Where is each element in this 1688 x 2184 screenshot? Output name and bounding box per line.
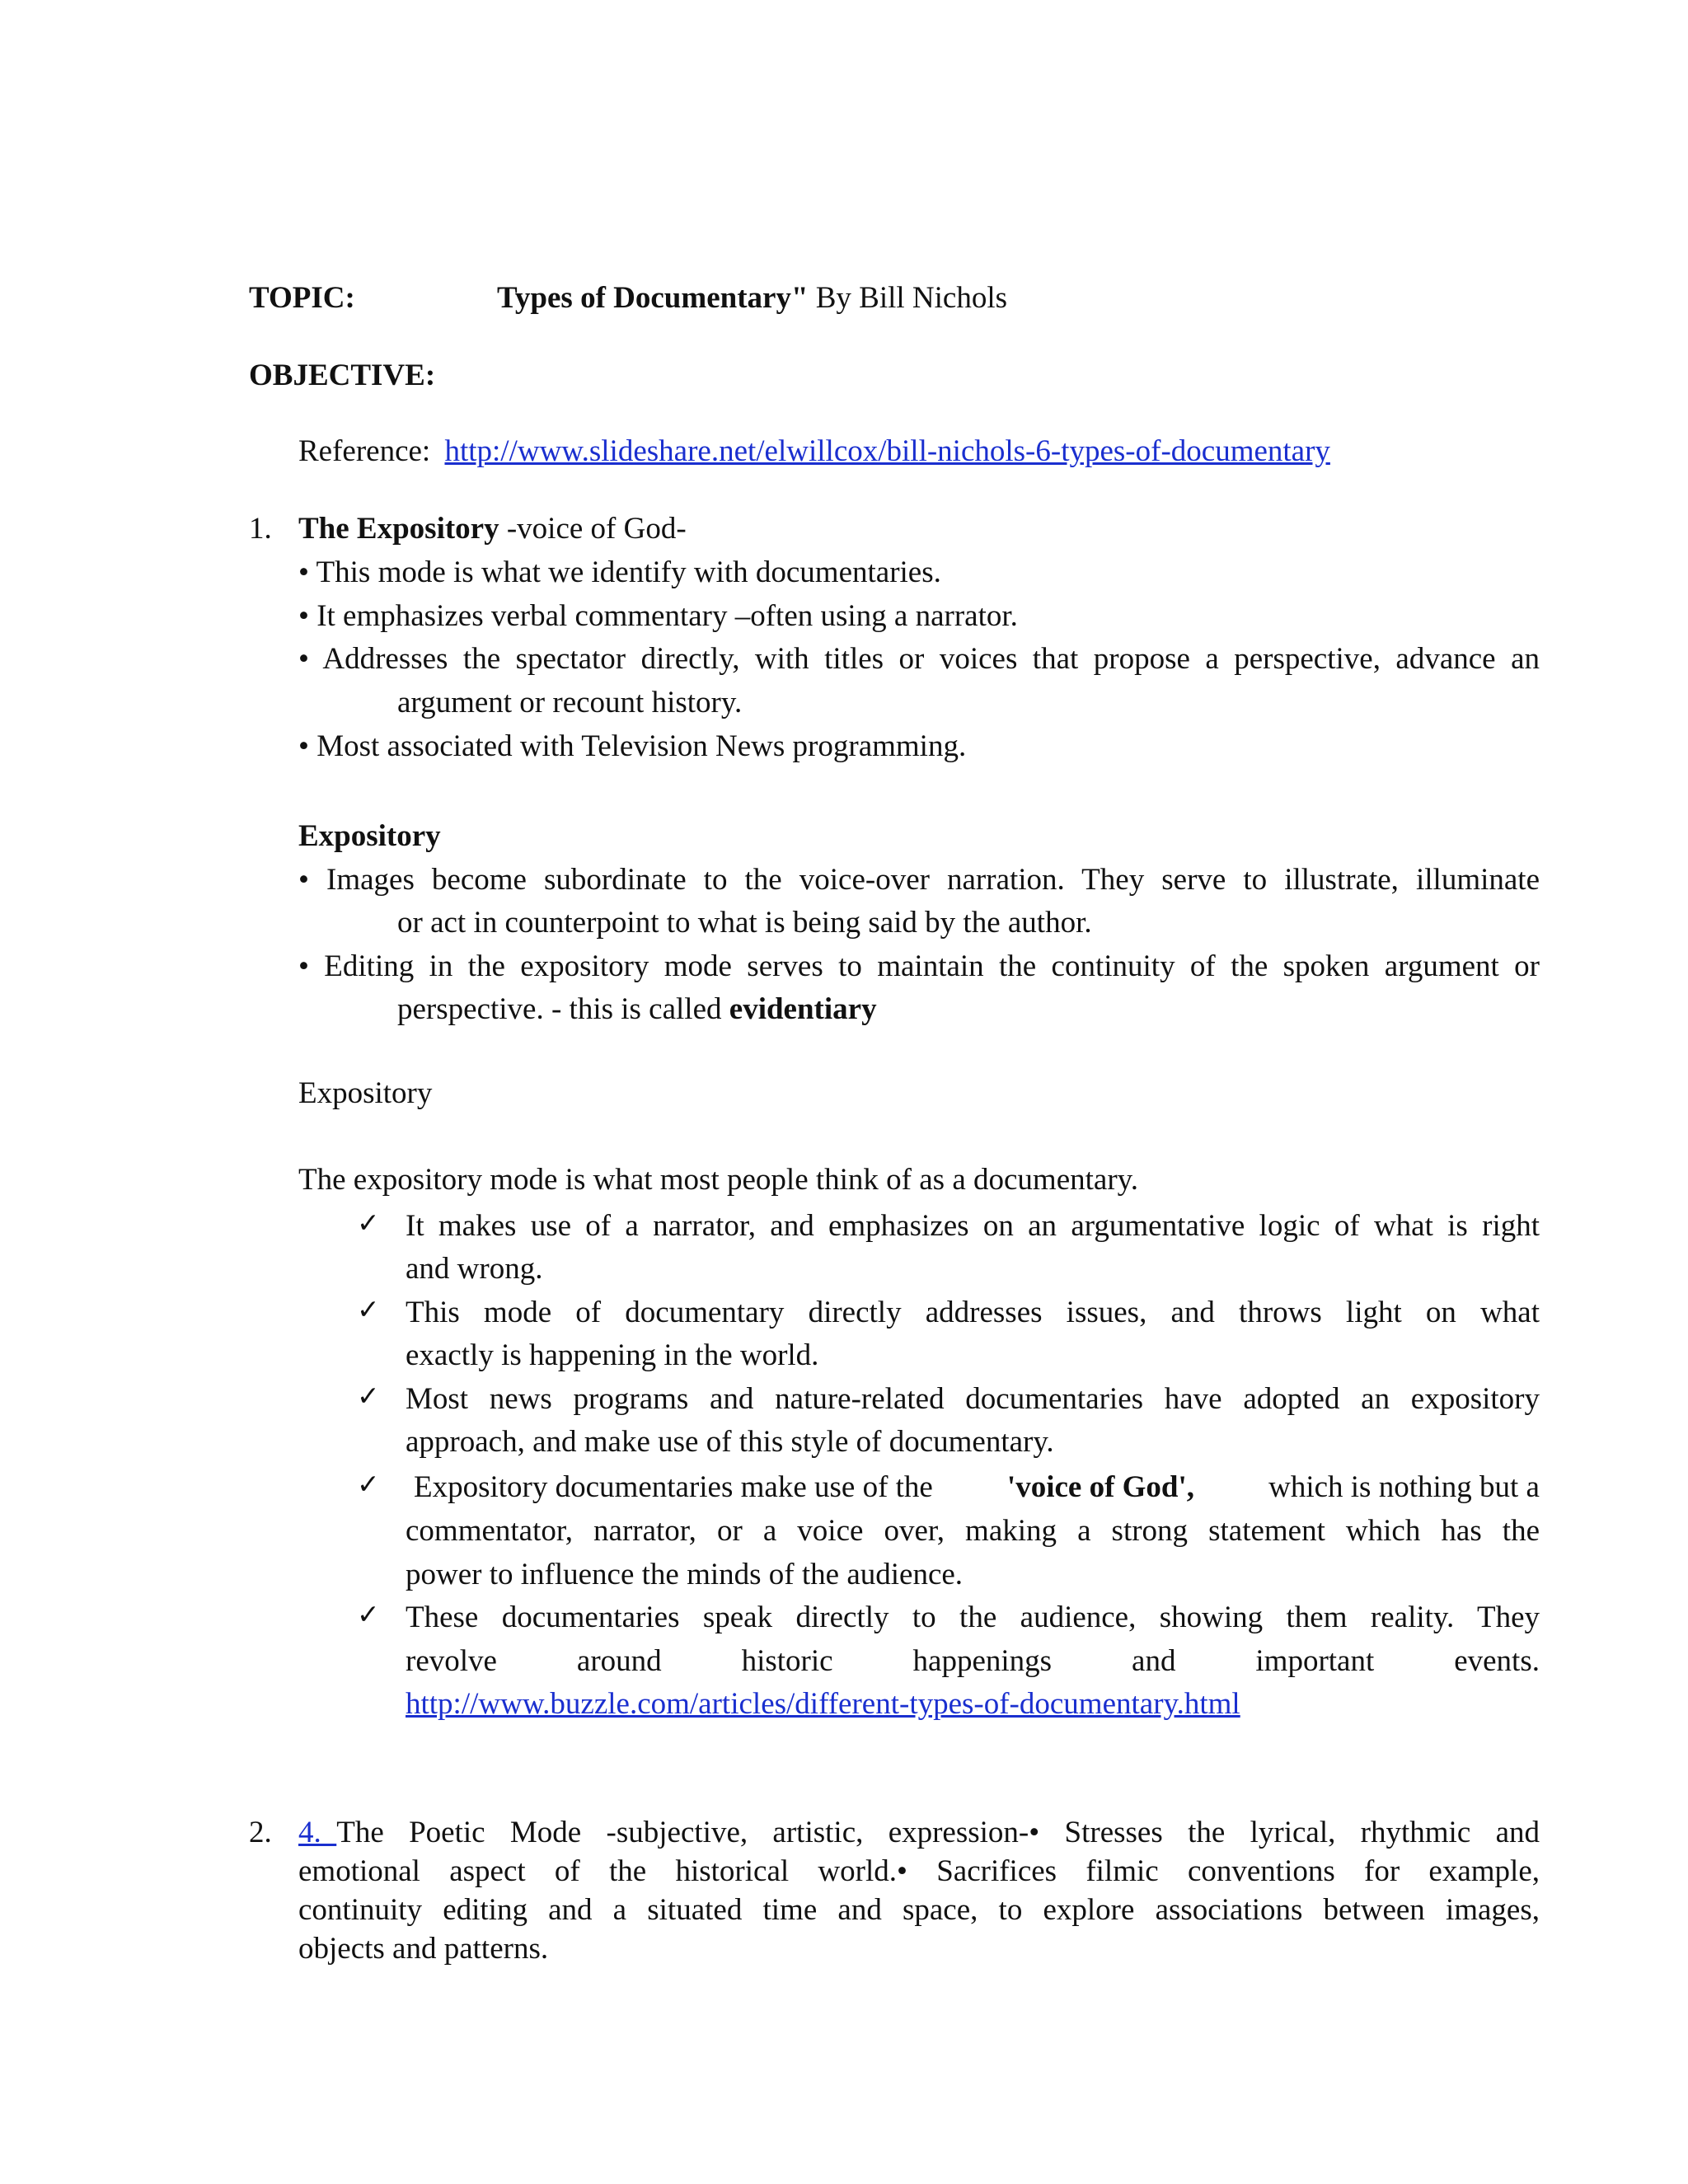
reference-label: Reference: [298, 434, 431, 468]
section2-number: 2. [249, 1816, 272, 1849]
voice-of-god-prefix: Expository documentaries make use of the [414, 1470, 933, 1504]
check-item-1-line-2: and wrong. [406, 1252, 543, 1286]
section1-subtitle: -voice of God- [506, 512, 687, 546]
section2-line-3: continuity editing and a situated time and space, to explore associations between images, [298, 1893, 1540, 1927]
expository-bullet-2-line-2 [397, 991, 877, 1028]
check-item-5-line-2: revolve around historic happenings and important events. [406, 1644, 1540, 1678]
objective-label: OBJECTIVE: [249, 359, 436, 392]
check-item-1-line-1: It makes use of a narrator, and emphasizes on an argumentative logic of what is right [406, 1209, 1540, 1243]
topic-label: TOPIC: [249, 281, 355, 315]
section2-line-1 [298, 1815, 1540, 1851]
check-item-2-line-1: This mode of documentary directly addresses issues, and throws light on what [406, 1296, 1540, 1329]
buzzle-link[interactable]: http://www.buzzle.com/articles/different-types-of-documentary.html [406, 1687, 1240, 1721]
reference-link[interactable]: http://www.slideshare.net/elwillcox/bill-nichols-6-types-of-documentary [444, 434, 1330, 468]
topic-line [497, 280, 1007, 316]
check-item-4-line-2: commentator, narrator, or a voice over, making a strong statement which has the [406, 1514, 1540, 1548]
section1-bullet-3-line-1: • Addresses the spectator directly, with titles or voices that propose a perspective, advance an [298, 642, 1540, 676]
section1-bullet-3-line-2: argument or recount history. [397, 686, 743, 719]
check-icon: ✓ [357, 1380, 380, 1412]
check-item-4-line-1 [414, 1469, 1540, 1506]
expository-bullet-1-line-1: • Images become subordinate to the voice-over narration. They serve to illustrate, illuminate [298, 863, 1540, 897]
topic-byline: By Bill Nichols [815, 281, 1008, 315]
check-item-5-line-1: These documentaries speak directly to the audience, showing them reality. They [406, 1601, 1540, 1634]
expository-bullet-1-line-2: or act in counterpoint to what is being said by the author. [397, 906, 1092, 940]
check-icon: ✓ [357, 1598, 380, 1630]
section2-line-1-text: The Poetic Mode -subjective, artistic, expression-• Stresses the lyrical, rhythmic and [336, 1816, 1540, 1849]
check-item-3-line-1: Most news programs and nature-related documentaries have adopted an expository [406, 1382, 1540, 1416]
voice-of-god-term: 'voice of God', [1006, 1470, 1195, 1504]
reference-line [298, 434, 1330, 470]
check-item-5-line-3 [406, 1686, 1240, 1722]
expository-heading-plain: Expository [298, 1076, 433, 1110]
section1-number: 1. [249, 512, 272, 546]
section1-bullet-4: • Most associated with Television News programming. [298, 729, 967, 763]
evidentiary-prefix: perspective. - this is called [397, 992, 722, 1026]
section1-bullet-1: • This mode is what we identify with documentaries. [298, 555, 941, 589]
section1-title: The Expository [298, 512, 499, 546]
check-icon: ✓ [357, 1293, 380, 1325]
evidentiary-term: evidentiary [729, 992, 877, 1026]
topic-title: Types of Documentary" [497, 281, 809, 315]
expository-intro: The expository mode is what most people think of as a documentary. [298, 1163, 1138, 1197]
expository-bullet-2-line-1: • Editing in the expository mode serves to maintain the continuity of the spoken argument or [298, 949, 1540, 983]
voice-of-god-suffix: which is nothing but a [1268, 1470, 1540, 1504]
check-item-4-line-3: power to influence the minds of the audience. [406, 1558, 964, 1591]
section1-bullet-2: • It emphasizes verbal commentary –often using a narrator. [298, 599, 1018, 633]
check-item-3-line-2: approach, and make use of this style of documentary. [406, 1425, 1054, 1459]
section2-link[interactable]: 4. [298, 1816, 337, 1849]
section2-line-2: emotional aspect of the historical world.• Sacrifices filmic conventions for example, [298, 1854, 1540, 1888]
check-icon: ✓ [357, 1468, 380, 1500]
section1-heading [298, 511, 687, 547]
section2-line-4: objects and patterns. [298, 1932, 549, 1966]
check-icon: ✓ [357, 1207, 380, 1239]
check-item-2-line-2: exactly is happening in the world. [406, 1338, 819, 1372]
expository-heading-bold: Expository [298, 819, 441, 853]
